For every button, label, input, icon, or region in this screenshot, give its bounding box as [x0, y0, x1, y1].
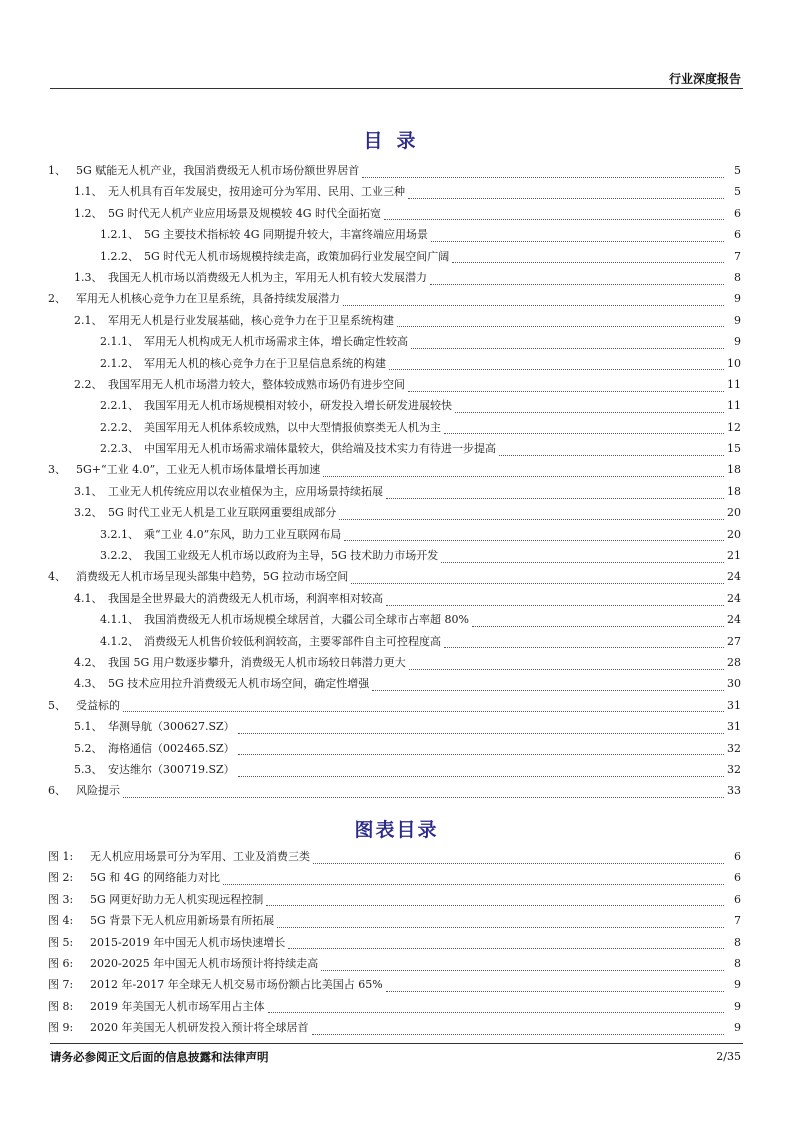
entry-title: 中国军用无人机市场需求端体量较大，供给端及技术实力有待进一步提高 [144, 442, 496, 456]
toc-entry[interactable] [48, 740, 741, 761]
entry-number: 2.1、 [74, 313, 103, 327]
dot-leader [223, 883, 724, 885]
dot-leader [441, 561, 724, 563]
toc-entry[interactable] [48, 654, 741, 675]
figure-list-title: 图表目录 [354, 819, 439, 841]
entry-title: 我国是全世界最大的消费级无人机市场，利润率相对较高 [108, 591, 383, 605]
entry-title: 美国军用无人机体系较成熟，以中大型情报侦察类无人机为主 [144, 420, 441, 434]
toc-entry[interactable] [48, 376, 741, 397]
entry-title: 2020-2025 年中国无人机市场预计将持续走高 [90, 956, 319, 970]
entry-title: 消费级无人机售价较低利润较高，主要零部件自主可控程度高 [144, 634, 441, 648]
figure-entry[interactable] [48, 976, 741, 997]
page-number: 2/35 [716, 1050, 741, 1063]
entry-page: 32 [727, 741, 741, 755]
entry-page: 9 [734, 999, 741, 1013]
entry-number: 4.1.2、 [100, 634, 139, 648]
entry-number: 图 1: [48, 850, 74, 863]
entry-number: 图 3: [48, 892, 74, 906]
toc-entry[interactable] [48, 782, 741, 803]
entry-page: 6 [734, 892, 741, 906]
dot-leader [386, 990, 724, 992]
entry-number: 1.3、 [74, 270, 103, 284]
entry-number: 2、 [48, 292, 66, 306]
dot-leader [499, 454, 724, 456]
dot-leader [277, 926, 724, 928]
entry-number: 3.2.1、 [100, 527, 139, 541]
toc-entry[interactable] [48, 526, 741, 547]
dot-leader [312, 1033, 725, 1035]
toc-entry[interactable] [48, 761, 741, 782]
entry-number: 2.2、 [74, 377, 103, 391]
figure-entry[interactable] [48, 1019, 741, 1040]
entry-page: 6 [734, 871, 741, 885]
entry-number: 1.2.1、 [100, 228, 139, 242]
entry-page: 11 [727, 377, 741, 391]
toc-entry[interactable] [48, 205, 741, 226]
entry-number: 2.1.2、 [100, 356, 139, 370]
entry-number: 1.2、 [74, 206, 103, 220]
dot-leader [452, 261, 724, 263]
entry-page: 8 [734, 270, 741, 284]
figure-entry[interactable] [48, 955, 741, 976]
entry-title: 2015-2019 年中国无人机市场快速增长 [90, 935, 286, 949]
dot-leader [372, 689, 724, 691]
entry-number: 4.3、 [74, 677, 103, 691]
dot-leader [408, 390, 724, 392]
dot-leader [389, 368, 724, 370]
entry-title: 5G 技术应用拉升消费级无人机市场空间，确定性增强 [108, 677, 370, 691]
dot-leader [408, 197, 724, 199]
table-of-contents [48, 162, 741, 804]
entry-page: 9 [734, 313, 741, 327]
entry-number: 3、 [48, 463, 66, 477]
entry-page: 5 [734, 185, 741, 199]
dot-leader [384, 218, 724, 220]
dot-leader [431, 240, 724, 242]
toc-entry[interactable] [48, 269, 741, 290]
entry-number: 3.1、 [74, 484, 103, 498]
entry-page: 15 [727, 442, 741, 456]
entry-number: 5.2、 [74, 741, 103, 755]
entry-number: 图 7: [48, 978, 74, 992]
entry-title: 我国无人机市场以消费级无人机为主，军用无人机有较大发展潜力 [108, 270, 427, 284]
entry-title: 无人机具有百年发展史，按用途可分为军用、民用、工业三种 [108, 185, 405, 199]
dot-leader [123, 710, 724, 712]
dot-leader [472, 625, 724, 627]
entry-page: 10 [727, 356, 741, 370]
entry-title: 5G 时代无人机市场规模持续走高，政策加码行业发展空间广阔 [144, 249, 450, 263]
entry-page: 9 [734, 292, 741, 306]
entry-number: 4、 [48, 570, 66, 584]
entry-number: 4.1、 [74, 591, 103, 605]
entry-page: 24 [727, 613, 741, 627]
toc-entry[interactable] [48, 162, 741, 183]
entry-title: 我国消费级无人机市场规模全球居首，大疆公司全球市占率超 80% [144, 613, 469, 627]
entry-number: 图 5: [48, 935, 74, 949]
dot-leader [238, 775, 724, 777]
entry-title: 5G 背景下无人机应用新场景有所拓展 [90, 914, 275, 928]
entry-number: 图 9: [48, 1021, 74, 1035]
entry-title: 5G 时代工业无人机是工业互联网重要组成部分 [108, 506, 337, 520]
toc-entry[interactable] [48, 697, 741, 718]
entry-number: 2.2.2、 [100, 420, 139, 434]
entry-title: 无人机应用场景可分为军用、工业及消费三类 [90, 850, 310, 863]
figure-list [48, 848, 741, 1041]
toc-entry[interactable] [48, 312, 741, 333]
entry-number: 4.1.1、 [100, 613, 139, 627]
entry-page: 12 [727, 420, 741, 434]
dot-leader [268, 1011, 725, 1013]
entry-page: 18 [727, 484, 741, 498]
toc-entry[interactable] [48, 355, 741, 376]
entry-title: 我国工业级无人机市场以政府为主导，5G 技术助力市场开发 [144, 549, 439, 563]
entry-page: 33 [727, 784, 741, 798]
toc-entry[interactable] [48, 718, 741, 739]
entry-title: 我国军用无人机市场潜力较大，整体较成熟市场仍有进步空间 [108, 377, 405, 391]
entry-title: 5G 主要技术指标较 4G 同期提升较大，丰富终端应用场景 [144, 228, 429, 242]
entry-page: 21 [727, 549, 741, 563]
entry-title: 5G 和 4G 的网络能力对比 [90, 871, 221, 885]
toc-entry[interactable] [48, 461, 741, 482]
figure-entry[interactable] [48, 891, 741, 912]
entry-number: 3.2.2、 [100, 549, 139, 563]
toc-entry[interactable] [48, 611, 741, 632]
entry-title: 军用无人机构成无人机市场需求主体，增长确定性较高 [144, 335, 408, 349]
dot-leader [455, 411, 724, 413]
entry-title: 工业无人机传统应用以农业植保为主，应用场景持续拓展 [108, 484, 383, 498]
entry-page: 9 [734, 978, 741, 992]
entry-title: 5G 时代无人机产业应用场景及规模较 4G 时代全面拓宽 [108, 206, 382, 220]
entry-number: 5、 [48, 698, 66, 712]
toc-entry[interactable] [48, 483, 741, 504]
entry-number: 3.2、 [74, 506, 103, 520]
entry-page: 6 [734, 206, 741, 220]
entry-title: 安达维尔（300719.SZ） [108, 762, 235, 776]
entry-page: 8 [734, 956, 741, 970]
dot-leader [313, 862, 724, 864]
entry-page: 7 [734, 249, 741, 263]
entry-page: 27 [727, 634, 741, 648]
entry-page: 20 [727, 527, 741, 541]
entry-page: 5 [734, 164, 741, 177]
entry-number: 图 2: [48, 871, 74, 885]
entry-page: 11 [727, 399, 741, 413]
figure-entry[interactable] [48, 998, 741, 1019]
entry-page: 7 [734, 914, 741, 928]
entry-title: 风险提示 [76, 784, 120, 798]
entry-title: 华测导航（300627.SZ） [108, 720, 235, 734]
dot-leader [444, 646, 724, 648]
entry-number: 6、 [48, 784, 66, 798]
dot-leader [123, 796, 724, 798]
dot-leader [343, 304, 724, 306]
toc-entry[interactable] [48, 333, 741, 354]
entry-number: 图 8: [48, 999, 74, 1013]
entry-title: 受益标的 [76, 698, 120, 712]
toc-title: 目录 [363, 130, 430, 152]
entry-title: 我国军用无人机市场规模相对较小，研发投入增长研发进展较快 [144, 399, 452, 413]
dot-leader [386, 604, 724, 606]
toc-entry[interactable] [48, 547, 741, 568]
toc-entry[interactable] [48, 675, 741, 696]
figure-entry[interactable] [48, 912, 741, 933]
figure-entry[interactable] [48, 869, 741, 890]
entry-page: 24 [727, 570, 741, 584]
entry-title: 5G+“工业 4.0”，工业无人机市场体量增长再加速 [76, 463, 321, 477]
toc-entry[interactable] [48, 290, 741, 311]
entry-title: 军用无人机的核心竞争力在于卫星信息系统的构建 [144, 356, 386, 370]
entry-title: 海格通信（002465.SZ） [108, 741, 235, 755]
entry-title: 乘“工业 4.0”东风，助力工业互联网布局 [144, 527, 342, 541]
toc-entry[interactable] [48, 590, 741, 611]
entry-page: 32 [727, 762, 741, 776]
dot-leader [321, 969, 724, 971]
entry-title: 5G 赋能无人机产业，我国消费级无人机市场份额世界居首 [76, 164, 360, 177]
toc-entry[interactable] [48, 248, 741, 269]
dot-leader [351, 582, 724, 584]
entry-number: 2.2.3、 [100, 442, 139, 456]
dot-leader [266, 904, 724, 906]
entry-number: 1.2.2、 [100, 249, 139, 263]
entry-title: 消费级无人机市场呈现头部集中趋势，5G 拉动市场空间 [76, 570, 349, 584]
toc-entry[interactable] [48, 226, 741, 247]
toc-entry[interactable] [48, 397, 741, 418]
entry-page: 9 [734, 335, 741, 349]
entry-number: 1、 [48, 164, 66, 177]
footer-disclaimer: 请务必参阅正文后面的信息披露和法律声明 [50, 1050, 269, 1064]
toc-entry[interactable] [48, 183, 741, 204]
entry-number: 4.2、 [74, 655, 103, 669]
figure-entry[interactable] [48, 848, 741, 869]
toc-entry[interactable] [48, 440, 741, 461]
dot-leader [397, 325, 724, 327]
dot-leader [339, 518, 724, 520]
entry-page: 31 [727, 698, 741, 712]
dot-leader [288, 947, 724, 949]
entry-title: 5G 网更好助力无人机实现远程控制 [90, 892, 264, 906]
dot-leader [411, 347, 724, 349]
dot-leader [344, 539, 724, 541]
footer-divider [50, 1043, 743, 1044]
entry-page: 24 [727, 591, 741, 605]
dot-leader [362, 176, 724, 178]
entry-number: 2.2.1、 [100, 399, 139, 413]
entry-page: 18 [727, 463, 741, 477]
entry-number: 5.1、 [74, 720, 103, 734]
toc-entry[interactable] [48, 568, 741, 589]
dot-leader [238, 753, 724, 755]
dot-leader [430, 283, 724, 285]
entry-page: 6 [734, 850, 741, 863]
dot-leader [386, 497, 724, 499]
entry-page: 20 [727, 506, 741, 520]
entry-title: 2020 年美国无人机研发投入预计将全球居首 [90, 1021, 309, 1035]
toc-entry[interactable] [48, 419, 741, 440]
dot-leader [444, 432, 724, 434]
entry-page: 8 [734, 935, 741, 949]
entry-page: 6 [734, 228, 741, 242]
entry-title: 2012 年-2017 年全球无人机交易市场份额占比美国占 65% [90, 978, 383, 992]
entry-number: 图 4: [48, 914, 74, 928]
dot-leader [409, 668, 724, 670]
header-divider [50, 88, 743, 89]
toc-entry[interactable] [48, 633, 741, 654]
toc-entry[interactable] [48, 504, 741, 525]
report-type-label: 行业深度报告 [668, 72, 741, 86]
entry-number: 1.1、 [74, 185, 103, 199]
dot-leader [238, 732, 724, 734]
figure-entry[interactable] [48, 934, 741, 955]
entry-number: 图 6: [48, 956, 74, 970]
entry-title: 我国 5G 用户数逐步攀升，消费级无人机市场较日韩潜力更大 [108, 655, 406, 669]
entry-page: 9 [734, 1021, 741, 1035]
dot-leader [323, 475, 724, 477]
entry-number: 2.1.1、 [100, 335, 139, 349]
entry-number: 5.3、 [74, 762, 103, 776]
entry-page: 31 [727, 720, 741, 734]
entry-page: 28 [727, 655, 741, 669]
entry-title: 军用无人机核心竞争力在卫星系统，具备持续发展潜力 [76, 292, 340, 306]
entry-title: 2019 年美国无人机市场军用占主体 [90, 999, 265, 1013]
entry-title: 军用无人机是行业发展基础，核心竞争力在于卫星系统构建 [108, 313, 394, 327]
entry-page: 30 [727, 677, 741, 691]
